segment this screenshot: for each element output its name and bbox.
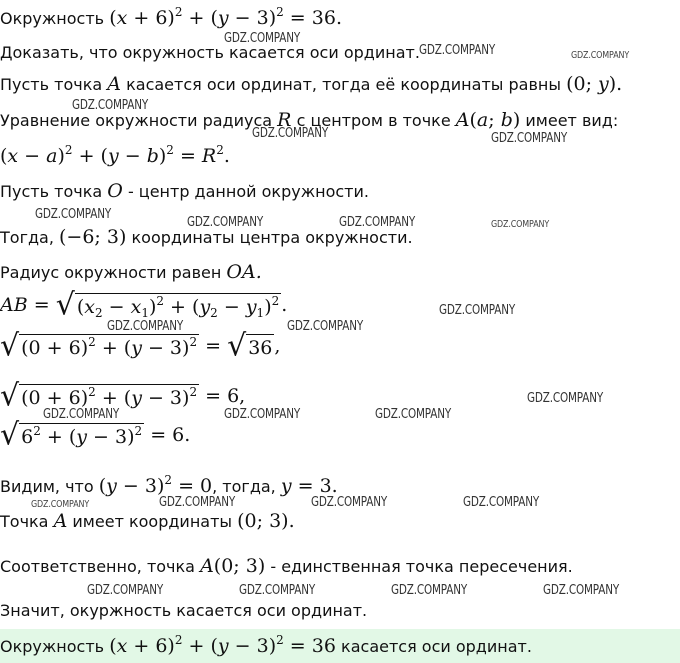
watermark: GDZ.COMPANY <box>43 407 120 422</box>
text: - единственная точка пересечения. <box>270 557 573 576</box>
text: имеет вид: <box>525 111 619 130</box>
text: Пусть точка <box>0 182 103 201</box>
y-value: y = 3. <box>280 475 338 497</box>
watermark: GDZ.COMPANY <box>287 319 364 334</box>
radius-line <box>0 261 262 284</box>
text: Радиус окружности равен <box>0 263 222 282</box>
point-a-coords: (0; 3). <box>237 510 295 532</box>
step-3 <box>0 417 191 453</box>
text: координаты центра окружности. <box>131 228 413 247</box>
general-equation <box>0 145 230 168</box>
watermark: GDZ.COMPANY <box>391 583 468 598</box>
formula: $(x - a)^2 + (y - b)^2 = R^2$. <box>0 143 230 167</box>
radius-r: R <box>277 109 292 131</box>
watermark: GDZ.COMPANY <box>491 131 568 146</box>
watermark: GDZ.COMPANY <box>463 495 540 510</box>
text: Тогда, <box>0 228 54 247</box>
point-a: A <box>53 510 68 532</box>
text: касается оси ординат, тогда её координаты равны <box>126 75 561 94</box>
formula: √ $(0 + 6)^2 + (y - 3)^2 = 6$, <box>0 378 246 414</box>
step-2 <box>0 378 246 414</box>
watermark: GDZ.COMPANY <box>311 495 388 510</box>
text: Соответственно, точка <box>0 557 195 576</box>
text: Окружность <box>0 9 105 28</box>
watermark: GDZ.COMPANY <box>187 215 264 230</box>
intersection-line <box>0 555 573 578</box>
watermark: GDZ.COMPANY <box>439 303 516 318</box>
distance-formula <box>0 287 288 323</box>
watermark: GDZ.COMPANY <box>239 583 316 598</box>
watermark: GDZ.COMPANY <box>107 319 184 334</box>
circle-equation: $(x + 6)^2 + (y - 3)^2 = 36$ <box>109 633 336 657</box>
watermark: GDZ.COMPANY <box>339 215 416 230</box>
text: касается оси ординат. <box>341 637 532 656</box>
task-line: Доказать, что окружность касается оси ординат. <box>0 43 420 62</box>
watermark: GDZ.COMPANY <box>224 31 301 46</box>
text: имеет координаты <box>72 512 233 531</box>
text: Видим, что <box>0 477 94 496</box>
center-coords: A(a; b) <box>455 109 521 131</box>
watermark: GDZ.COMPANY <box>571 50 630 61</box>
watermark: GDZ.COMPANY <box>87 583 164 598</box>
text: Окружность <box>0 637 105 656</box>
text: Уравнение окружности радиуса <box>0 111 273 130</box>
step-1 <box>0 328 281 364</box>
formula: √ $6^2 + (y - 3)^2 = 6$. <box>0 417 191 453</box>
point-a-line <box>0 73 622 96</box>
therefore-line: Значит, окуржность касается оси ординат. <box>0 601 368 620</box>
point-a-coords: A(0; 3) <box>200 555 266 577</box>
formula: AB = √ $(x_2 - x_1)^2 + (y_2 - y_1)^2$ . <box>0 287 288 323</box>
point-o: O <box>107 180 123 202</box>
formula: √ $(0 + 6)^2 + (y - 3)^2$ = √ 36 , <box>0 328 281 364</box>
watermark: GDZ.COMPANY <box>419 43 496 58</box>
watermark: GDZ.COMPANY <box>224 407 301 422</box>
point-a-coords: (0; y). <box>566 73 623 95</box>
center-value: (−6; 3) <box>59 226 127 248</box>
formula: $(y - 3)^2 = 0$ <box>98 473 213 497</box>
center-o-line <box>0 180 369 203</box>
text: с центром в точке <box>296 111 451 130</box>
final-answer <box>0 635 532 658</box>
watermark: GDZ.COMPANY <box>35 207 112 222</box>
watermark: GDZ.COMPANY <box>543 583 620 598</box>
problem-statement <box>0 7 342 30</box>
watermark: GDZ.COMPANY <box>527 391 604 406</box>
text: Пусть точка <box>0 75 103 94</box>
watermark: GDZ.COMPANY <box>159 495 236 510</box>
watermark: GDZ.COMPANY <box>252 126 329 141</box>
point-a-result <box>0 510 295 533</box>
text: , тогда, <box>212 477 276 496</box>
watermark: GDZ.COMPANY <box>375 407 452 422</box>
watermark: GDZ.COMPANY <box>72 98 149 113</box>
circle-equation: $(x + 6)^2 + (y - 3)^2 = 36$. <box>109 5 342 29</box>
watermark: GDZ.COMPANY <box>491 219 550 230</box>
segment-oa: OA. <box>226 261 262 283</box>
watermark: GDZ.COMPANY <box>31 499 90 510</box>
text: - центр данной окружности. <box>127 182 369 201</box>
point-a: A <box>107 73 121 95</box>
text: Точка <box>0 512 49 531</box>
